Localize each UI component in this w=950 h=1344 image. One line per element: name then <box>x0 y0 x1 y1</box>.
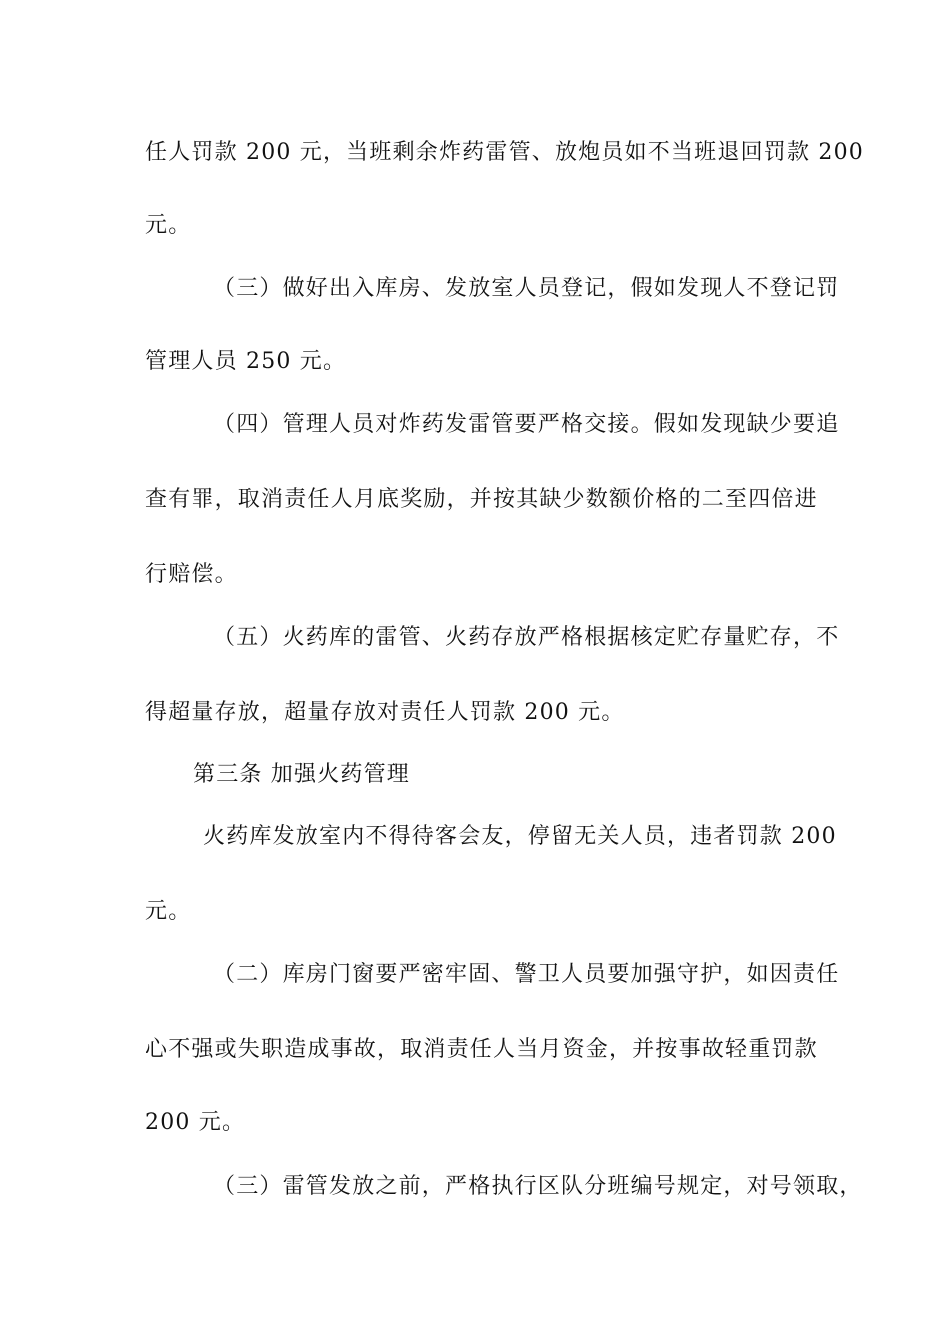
text-line: 管理人员 250 元。 <box>145 349 347 374</box>
text-line: 查有罪，取消责任人月底奖励，并按其缺少数额价格的二至四倍进 <box>145 487 818 512</box>
text-line: 元。 <box>145 899 192 924</box>
text-line: 任人罚款 200 元，当班剩余炸药雷管、放炮员如不当班退回罚款 200 <box>145 140 864 165</box>
paragraph-3-line: （三）做好出入库房、发放室人员登记，假如发现人不登记罚 <box>213 276 840 301</box>
text-line: 行赔偿。 <box>145 562 238 587</box>
paragraph-4-line: （四）管理人员对炸药发雷管要严格交接。假如发现缺少要追 <box>213 412 840 437</box>
section-heading: 第三条 加强火药管理 <box>193 762 410 787</box>
paragraph-5-line: （五）火药库的雷管、火药存放严格根据核定贮存量贮存，不 <box>213 625 840 650</box>
text-line: 200 元。 <box>145 1110 246 1135</box>
paragraph-line: 火药库发放室内不得待客会友，停留无关人员，违者罚款 200 <box>203 824 837 849</box>
paragraph-2-line: （二）库房门窗要严密牢固、警卫人员要加强守护，如因责任 <box>213 962 840 987</box>
text-line: 元。 <box>145 213 192 238</box>
paragraph-3b-line: （三）雷管发放之前，严格执行区队分班编号规定，对号领取， <box>213 1174 863 1199</box>
text-line: 得超量存放，超量存放对责任人罚款 200 元。 <box>145 700 625 725</box>
text-line: 心不强或失职造成事故，取消责任人当月资金，并按事故轻重罚款 <box>145 1037 818 1062</box>
